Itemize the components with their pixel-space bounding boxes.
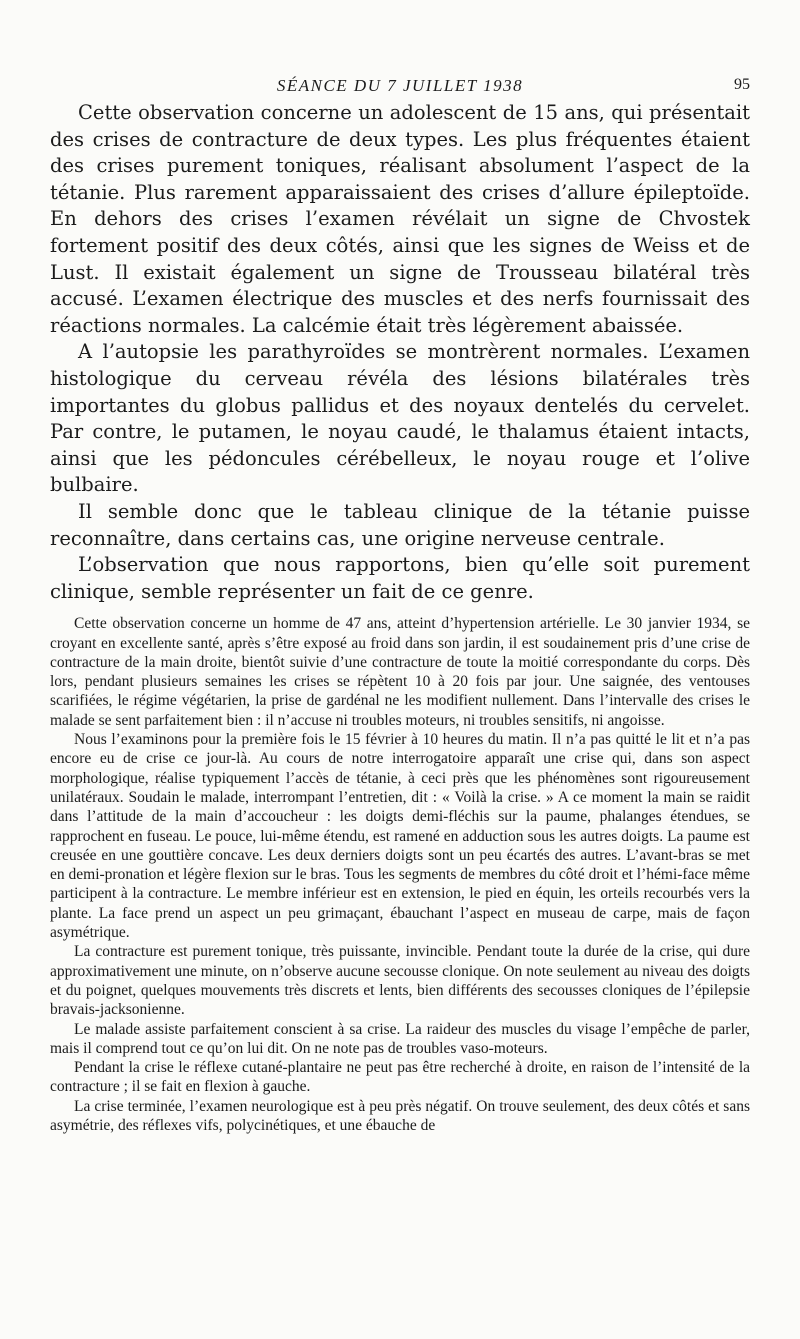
- paragraph: L’observation que nous rapportons, bien qu’elle soit purement clinique, semble représenter un fait de ce genre.: [50, 553, 750, 603]
- paragraph: Cette observation concerne un homme de 47 ans, atteint d’hypertension artérielle. Le 30 janvier 1934, se croyant en excellente santé, après s’être exposé au froid dans son jardin, il est soudainement pris d’une crise de contracture de la main droite, bientôt suivie d’une contracture de toute la moitié correspondante du corps. Dès lors, pendant plusieurs semaines les crises se répètent 10 à 20 fois par jour. Une saignée, des ventouses scarifiées, le régime végétarien, la prise de gardénal ne les modifient nullement. Dans l’intervalle des crises le malade se sent parfaitement bien : il n’accuse ni troubles moteurs, ni troubles sensitifs, ni angoisse.: [50, 615, 750, 729]
- paragraph: Le malade assiste parfaitement conscient à sa crise. La raideur des muscles du visage l’empêche de parler, mais il comprend tout ce qu’on lui dit. On ne note pas de troubles vaso-moteurs.: [50, 1020, 750, 1057]
- paragraph: Pendant la crise le réflexe cutané-plantaire ne peut pas être recherché à droite, en raison de l’intensité de la contracture ; il se fait en flexion à gauche.: [50, 1059, 750, 1096]
- page-header: [50, 68, 750, 98]
- paragraph: La crise terminée, l’examen neurologique est à peu près négatif. On trouve seulement, des deux côtés et sans asymétrie, des réflexes vifs, polycinétiques, et une ébauche de: [50, 1097, 750, 1134]
- main-text: [50, 100, 750, 605]
- paragraph: Il semble donc que le tableau clinique de la tétanie puisse reconnaître, dans certains cas, une origine nerveuse centrale.: [50, 499, 750, 550]
- running-title: SÉANCE DU 7 JUILLET 1938: [276, 76, 524, 95]
- case-report-text: [50, 614, 750, 1135]
- paragraph: La contracture est purement tonique, très puissante, invincible. Pendant toute la durée de la crise, qui dure approximativement une minute, on n’observe aucune secousse clonique. On note seulement au niveau des doigts et du poignet, quelques mouvements très discrets et lents, bien différents des secousses cloniques de l’épilepsie bravais-jacksonienne.: [50, 943, 750, 1019]
- page-number: 95: [734, 76, 750, 93]
- book-page: [50, 68, 750, 1135]
- paragraph: Cette observation concerne un adolescent de 15 ans, qui présentait des crises de contracture de deux types. Les plus fréquentes étaient des crises purement toniques, réalisant absolument l’aspect de la tétanie. Plus rarement apparaissaient des crises d’allure épileptoïde. En dehors des crises l’examen révélait un signe de Chvostek fortement positif des deux côtés, ainsi que les signes de Weiss et de Lust. Il existait également un signe de Trousseau bilatéral très accusé. L’examen électrique des muscles et des nerfs fournissait des réactions normales. La calcémie était très légèrement abaissée.: [50, 101, 750, 337]
- paragraph: Nous l’examinons pour la première fois le 15 février à 10 heures du matin. Il n’a pas quitté le lit et n’a pas encore eu de crise ce jour-là. Au cours de notre interrogatoire apparaît une crise qui, dans son aspect morphologique, réalise typiquement l’accès de tétanie, à ceci près que les phénomènes sont rigoureusement unilatéraux. Soudain le malade, interrompant l’entretien, dit : « Voilà la crise. » A ce moment la main se raidit dans l’attitude de la main d’accoucheur : les doigts demi-fléchis sur la paume, phalanges étendues, se rapprochent en fuseau. Le pouce, lui-même étendu, est ramené en adduction sous les autres doigts. La paume est creusée en une gouttière concave. Les deux derniers doigts sont un peu écartés des autres. L’avant-bras se met en demi-pronation et légère flexion sur le bras. Tous les segments de membres du côté droit et l’hémi-face même participent à la contracture. Le membre inférieur est en extension, le pied en équin, les orteils recourbés vers la plante. La face prend un aspect un peu grimaçant, ébauchant l’aspect en museau de carpe, mais de façon asymétrique.: [50, 731, 750, 942]
- paragraph: A l’autopsie les parathyroïdes se montrèrent normales. L’examen histologique du cerveau révéla des lésions bilatérales très importantes du globus pallidus et des noyaux dentelés du cervelet. Par contre, le putamen, le noyau caudé, le thalamus étaient intacts, ainsi que les pédoncules cérébelleux, le noyau rouge et l’olive bulbaire.: [50, 340, 750, 497]
